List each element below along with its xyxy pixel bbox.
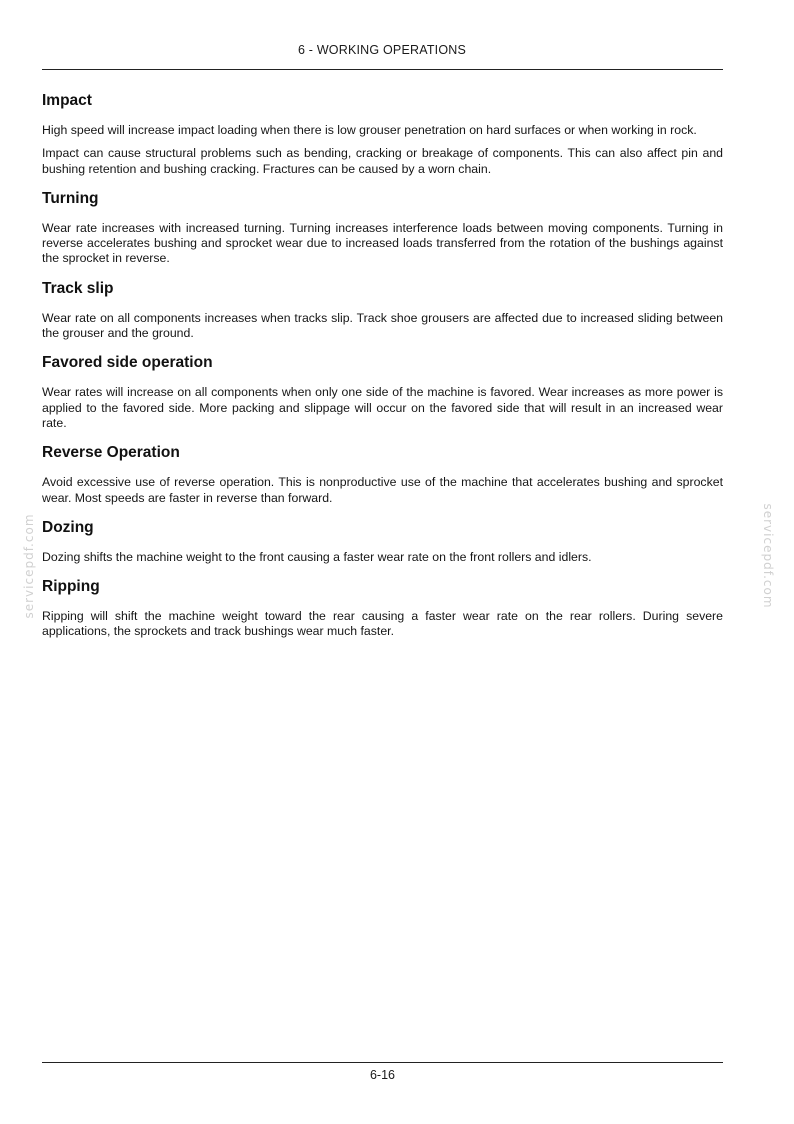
section-heading: Impact: [42, 92, 92, 109]
section-heading: Track slip: [42, 279, 114, 297]
section-paragraph: Dozing shifts the machine weight to the front causing a faster wear rate on the front rollers and idlers.: [42, 549, 592, 564]
section-paragraph: Wear rate on all components increases when tracks slip. Track shoe grousers are affected due to increased sliding between the grouser and the ground.: [42, 310, 723, 341]
header-divider: [42, 69, 723, 70]
watermark-right: servicepdf.com: [761, 503, 775, 609]
footer-divider: [42, 1062, 723, 1063]
section-paragraph: Impact can cause structural problems such as bending, cracking or breakage of components. This can also affect pin and bushing retention and bushing cracking. Fractures can be caused by a worn chain.: [42, 146, 723, 176]
page-number: 6-16: [369, 1068, 396, 1082]
section-heading: Ripping: [42, 578, 100, 596]
section-ripping: [42, 578, 723, 640]
section-heading: Favored side operation: [42, 354, 213, 372]
section-reverse-operation: [42, 444, 723, 506]
watermark-left: servicepdf.com: [22, 513, 36, 619]
section-heading: Turning: [42, 189, 99, 207]
section-track-slip: [42, 280, 723, 342]
section-paragraph: Ripping will shift the machine weight toward the rear causing a faster wear rate on the rear rollers. During severe applications, the sprockets and track bushings wear much faster.: [42, 609, 723, 639]
section-paragraph: Wear rate increases with increased turning. Turning increases interference loads between moving components. Turning in reverse accelerates bushing and sprocket wear due to increased loads transferred from the rotation of the bushings against the sprocket in reverse.: [42, 220, 723, 266]
section-turning: [42, 190, 723, 267]
section-impact: [42, 92, 723, 177]
section-paragraph: High speed will increase impact loading when there is low grouser penetration on hard surfaces or when working in rock.: [42, 123, 697, 137]
page-header-title: 6 - WORKING OPERATIONS: [297, 43, 467, 57]
page-content: [42, 92, 723, 640]
section-dozing: [42, 519, 723, 565]
section-paragraph: Avoid excessive use of reverse operation. This is nonproductive use of the machine that accelerates bushing and sprocket wear. Most speeds are faster in reverse than forward.: [42, 475, 723, 505]
section-paragraph: Wear rates will increase on all components when only one side of the machine is favored. Wear increases as more power is applied to the favored side. More packing and slippage will occur on the favored side that will result in an increased wear rate.: [42, 385, 723, 430]
section-favored-side-operation: [42, 354, 723, 431]
section-heading: Reverse Operation: [42, 444, 180, 462]
section-heading: Dozing: [42, 518, 94, 536]
